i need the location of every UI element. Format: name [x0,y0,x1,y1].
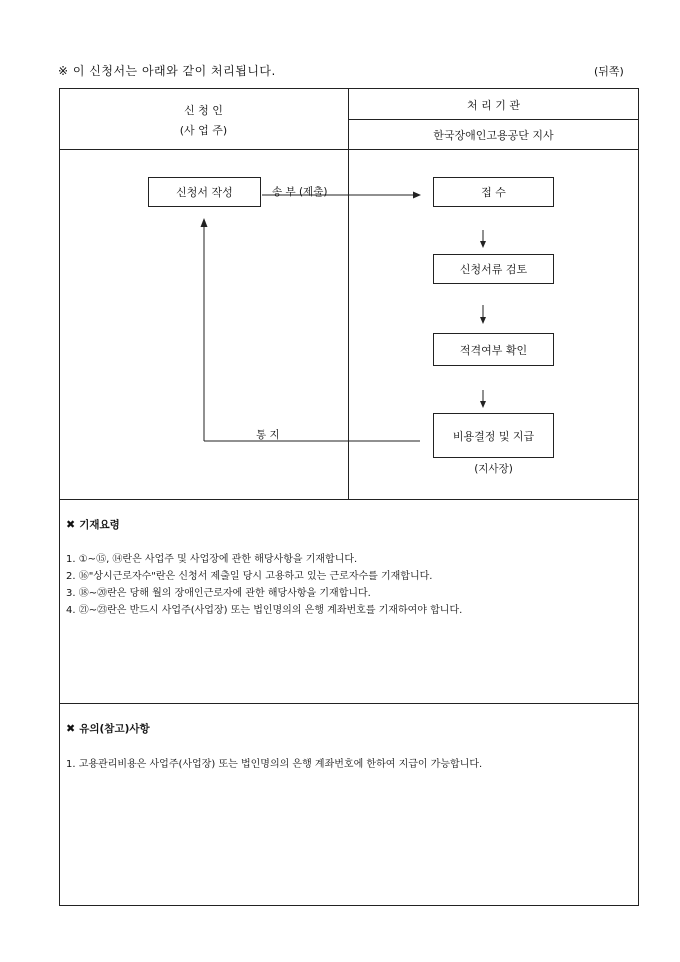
note-item: 1. 고용관리비용은 사업주(사업장) 또는 법인명의의 은행 계좌번호에 한하여 지급이 가능합니다. [66,759,483,770]
branch-head-label: (지사장) [474,463,513,475]
down-arrow-2-head [480,317,486,324]
step-check: 적격여부 확인 [433,333,554,366]
applicant-sub-label: (사 업 주) [179,124,228,137]
step-decide: 비용결정 및 지급 [433,413,554,458]
instruction-item: 1. ①~⑮, ⑭란은 사업주 및 사업장에 관한 해당사항을 기재합니다. [66,554,358,565]
send-label: 송 부 (제출) [272,186,328,198]
instructions-list [66,551,636,619]
notes-title-text: 유의(참고)사항 [79,723,150,735]
processing-notice: ※ 이 신청서는 아래와 같이 처리됩니다. [58,64,276,78]
instructions-divider [59,499,639,500]
step-write: 신청서 작성 [148,177,261,207]
send-arrow-head [413,192,421,199]
down-arrow-1-head [480,241,486,248]
instruction-item: 4. ㉑~㉓란은 반드시 사업주(사업장) 또는 법인명의의 은행 계좌번호를 기재하여야 합니다. [66,605,463,616]
instructions-mark-icon: ✖ [66,518,76,531]
instructions-title-text: 기재요령 [79,519,120,531]
notify-label: 통 지 [256,429,280,441]
notes-title [66,721,150,736]
processor-org: 한국장애인고용공단 지사 [433,129,554,142]
page-side-label: (뒤쪽) [594,65,624,78]
instruction-item: 2. ⑯"상시근로자수"란은 신청서 제출일 당시 고용하고 있는 근로자수를 기재합니다. [66,571,433,582]
notes-divider [59,703,639,704]
step-receive: 접 수 [433,177,554,207]
notes-mark-icon: ✖ [66,722,76,735]
down-arrow-3-head [480,401,486,408]
notes-list [66,756,636,773]
notify-arrow-head [201,218,208,227]
processor-label: 처 리 기 관 [467,99,520,112]
instruction-item: 3. ⑱~⑳란은 당해 월의 장애인근로자에 관한 해당사항을 기재합니다. [66,588,371,599]
step-review: 신청서류 검토 [433,254,554,284]
applicant-label: 신 청 인 [184,104,223,117]
instructions-title [66,517,120,532]
